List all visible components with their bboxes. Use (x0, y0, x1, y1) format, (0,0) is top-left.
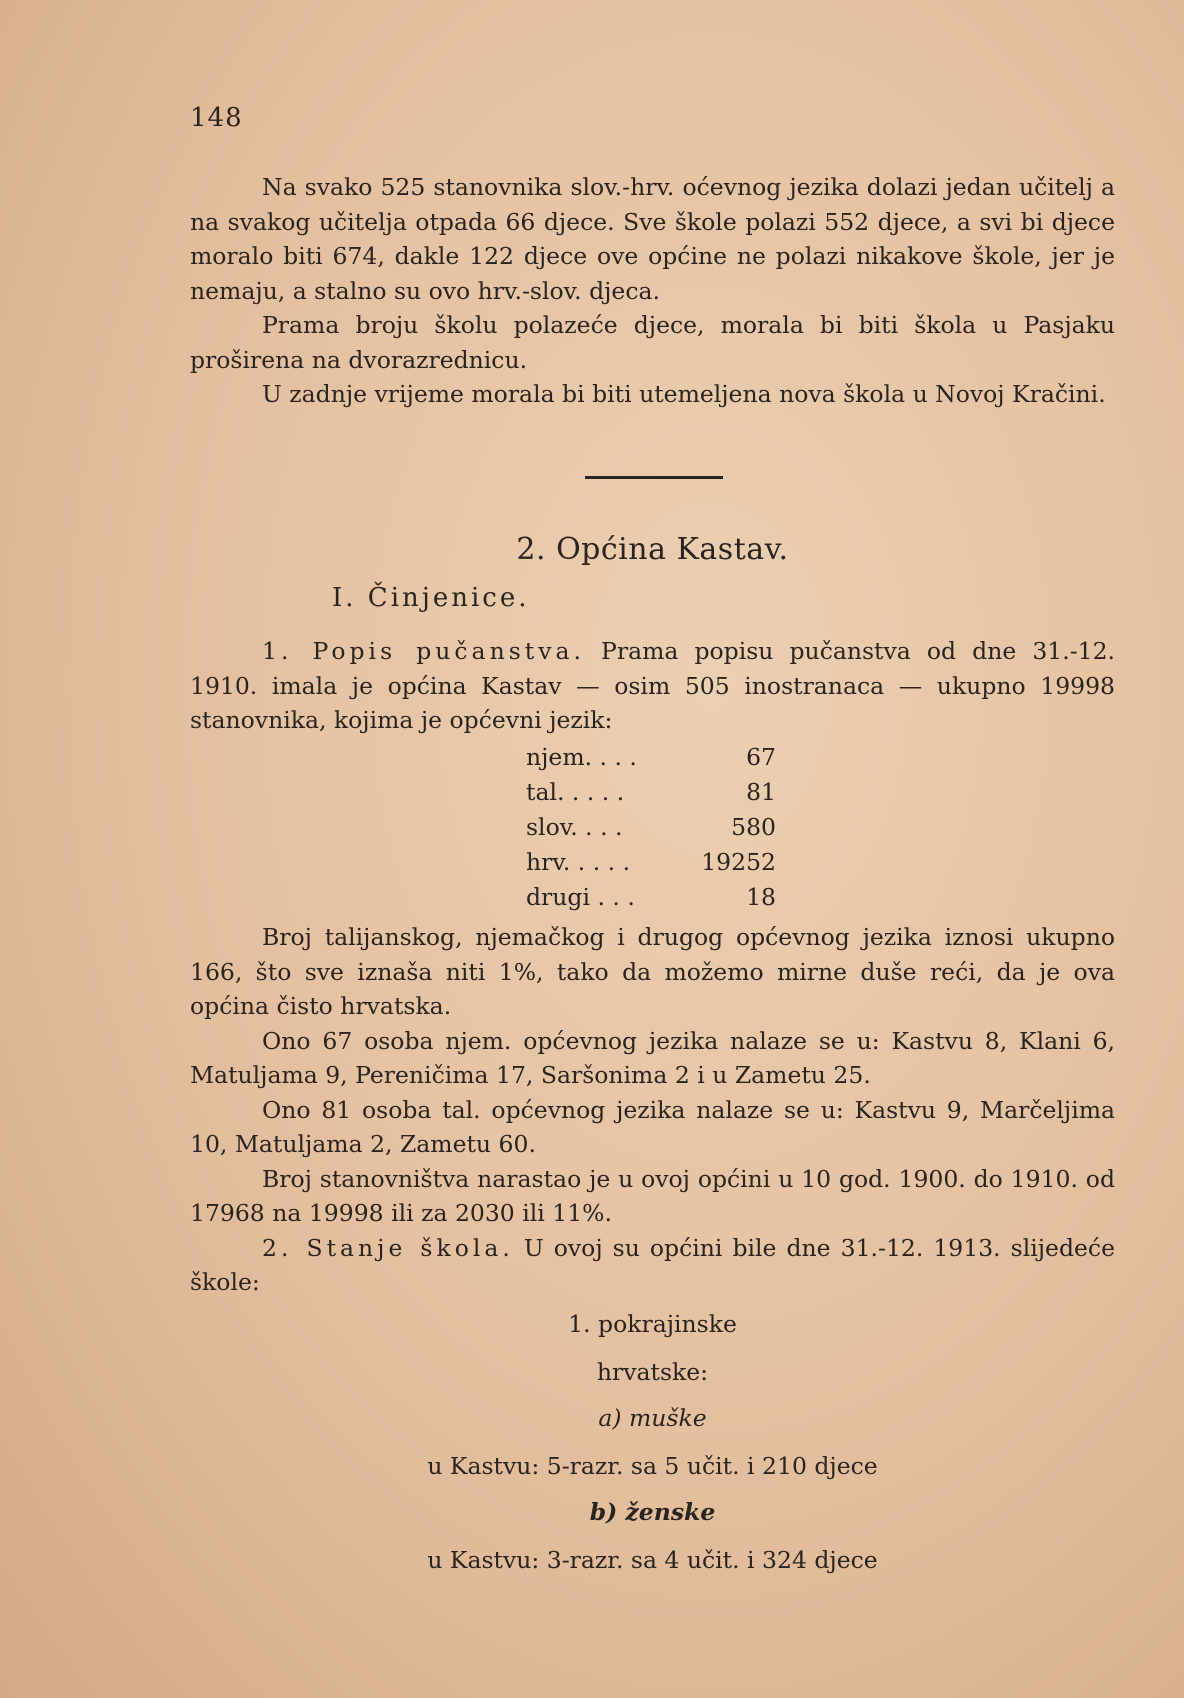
schools-label: 2. Stanje škola. (262, 1233, 514, 1262)
section-heading: 2. Općina Kastav. (516, 532, 789, 567)
section-divider (585, 476, 723, 479)
census-label: 1. Popis pučanstva. (262, 637, 585, 665)
paragraph (190, 634, 1115, 738)
census-text (190, 634, 1115, 738)
page-number: 148 (190, 103, 243, 133)
table-row (526, 775, 776, 810)
male-entry: u Kastvu: 5-razr. sa 5 učit. i 210 djece (427, 1452, 878, 1480)
language-table (526, 740, 776, 915)
language-count: 67 (746, 743, 776, 771)
subheading: I. Činjenice. (332, 583, 530, 613)
language-count: 580 (731, 813, 776, 841)
paragraph: U zadnje vrijeme morala bi biti utemeljena nova škola u Novoj Kračini. (262, 380, 1106, 408)
school-type: hrvatske: (596, 1358, 709, 1386)
language-name: drugi . . . (526, 883, 635, 911)
female-label: b) ženske (589, 1498, 716, 1526)
language-name: njem. . . . (526, 743, 637, 771)
language-count: 18 (746, 883, 776, 911)
paragraph: Ono 67 osoba njem. općevnog jezika nalaze se u: Kastvu 8, Klani 6, Matuljama 9, Pereničima 17, Saršonima 2 i u Zametu 25. (190, 1026, 1115, 1089)
table-row (526, 845, 776, 880)
table-row (526, 880, 776, 915)
table-row (526, 810, 776, 845)
language-name: hrv. . . . . (526, 848, 631, 876)
paragraph: Broj stanovništva narastao je u ovoj općini u 10 god. 1900. do 1910. od 17968 na 19998 ili za 2030 ili 11%. (190, 1164, 1115, 1227)
analysis-text (190, 920, 1115, 1300)
language-name: tal. . . . . (526, 778, 625, 806)
language-count: 19252 (701, 848, 776, 876)
paragraph (190, 1231, 1115, 1300)
paragraph: Ono 81 osoba tal. općevnog jezika nalaze se u: Kastvu 9, Marčeljima 10, Matuljama 2, Zametu 60. (190, 1095, 1115, 1158)
table-row (526, 740, 776, 775)
female-entry: u Kastvu: 3-razr. sa 4 učit. i 324 djece (427, 1546, 878, 1574)
paragraph: Broj talijanskog, njemačkog i drugog općevnog jezika iznosi ukupno 166, što sve iznaša niti 1%, tako da možemo mirne duše reći, da je ova općina čisto hrvatska. (190, 923, 1115, 1020)
paragraph: Na svako 525 stanovnika slov.-hrv. oćevnog jezika dolazi jedan učitelj a na svakog učitelja otpada 66 djece. Sve škole polazi 552 djece, a svi bi djece moralo biti 674, dakle 122 djece ove općine ne polazi nikakove škole, jer je nemaju, a stalno su ovo hrv.-slov. djeca. (190, 173, 1115, 305)
language-count: 81 (746, 778, 776, 806)
male-label: a) muške (598, 1404, 707, 1432)
schools-body: U ovoj su općini bile dne 31.-12. 1913. slijedeće škole: (190, 1233, 1115, 1296)
language-name: slov. . . . (526, 813, 623, 841)
intro-text (190, 170, 1115, 412)
school-group: 1. pokrajinske (568, 1310, 737, 1338)
census-body: Prama popisu pučanstva od dne 31.-12. 1910. imala je općina Kastav — osim 505 inostranaca — ukupno 19998 stanovnika, kojima je općevni jezik: (190, 637, 1116, 734)
paragraph: Prama broju školu polazeće djece, morala bi biti škola u Pasjaku proširena na dvorazrednicu. (190, 311, 1115, 374)
